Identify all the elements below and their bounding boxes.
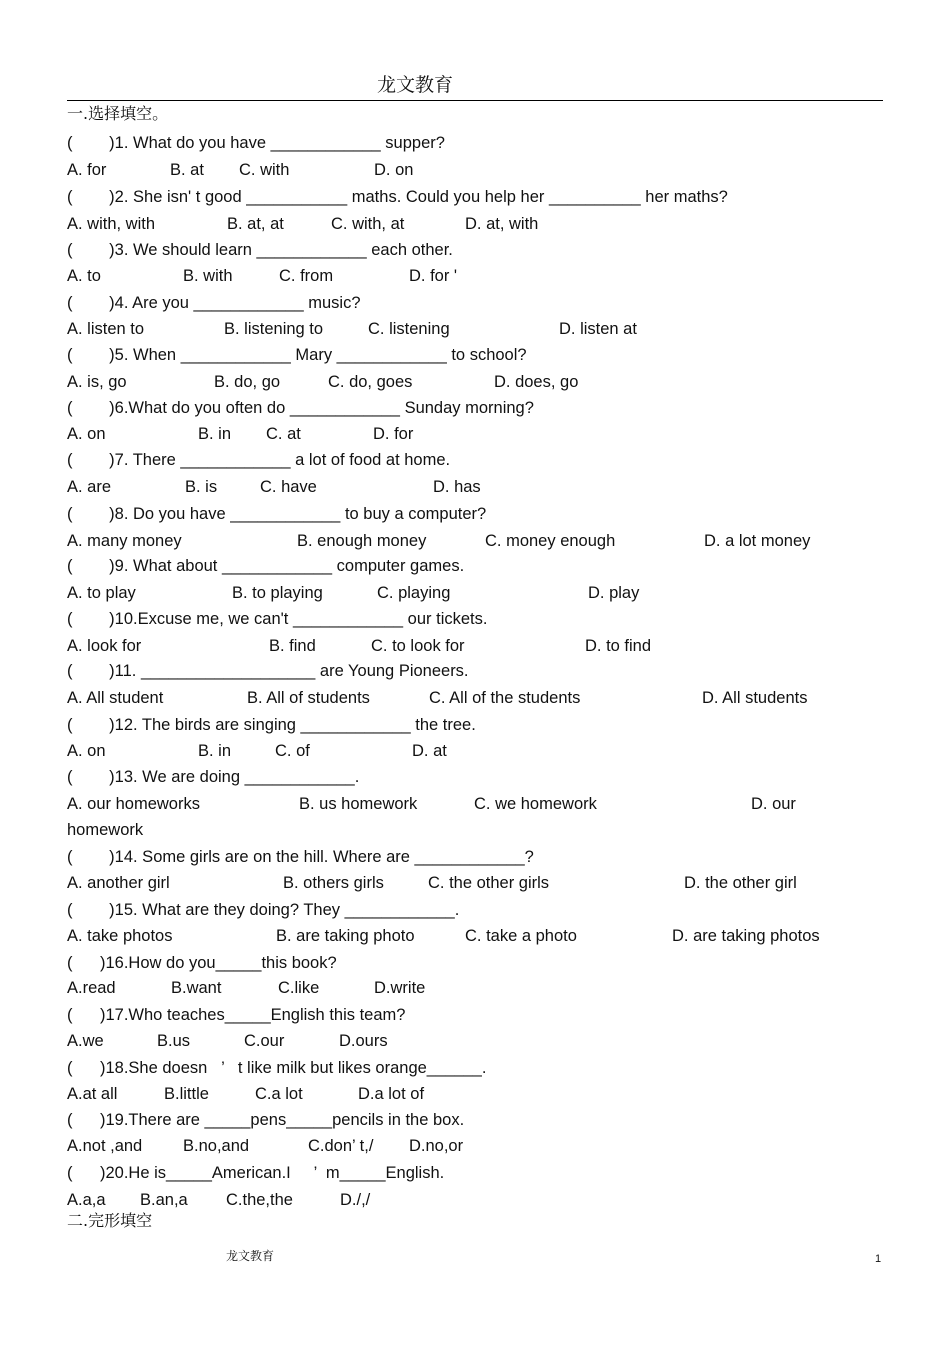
header-rule bbox=[67, 100, 883, 101]
answer-option: C. we homework bbox=[474, 795, 597, 813]
answer-option: D. the other girl bbox=[684, 874, 797, 892]
question-stem: ( )12. The birds are singing ____________ the tree. bbox=[67, 716, 476, 734]
question-stem: ( )1. What do you have ____________ supper? bbox=[67, 134, 445, 152]
answer-option: D. has bbox=[433, 478, 481, 496]
answer-option: A. is, go bbox=[67, 373, 127, 391]
page-header-title: 龙文教育 bbox=[377, 74, 454, 96]
answer-option: C. have bbox=[260, 478, 317, 496]
answer-option: C. take a photo bbox=[465, 927, 577, 945]
answer-option: B. enough money bbox=[297, 532, 427, 550]
answer-option: A.we bbox=[67, 1032, 104, 1050]
question-stem: ( )9. What about ____________ computer games. bbox=[67, 557, 465, 575]
answer-option: C. with, at bbox=[331, 215, 405, 233]
answer-option: B.little bbox=[164, 1085, 209, 1103]
question-stem: ( )11. ___________________ are Young Pioneers. bbox=[67, 662, 469, 680]
answer-option: B. at bbox=[170, 161, 204, 179]
question-stem: ( )8. Do you have ____________ to buy a computer? bbox=[67, 505, 487, 523]
answer-option-continuation: homework bbox=[67, 821, 144, 839]
answer-option: D. at, with bbox=[465, 215, 539, 233]
answer-option: C. money enough bbox=[485, 532, 616, 550]
answer-option: A. to bbox=[67, 267, 101, 285]
answer-option: B. listening to bbox=[224, 320, 324, 338]
section-title-cloze: 二.完形填空 bbox=[67, 1211, 153, 1230]
answer-option: D. for ' bbox=[409, 267, 458, 285]
answer-option: A. look for bbox=[67, 637, 142, 655]
answer-option: C. from bbox=[279, 267, 334, 285]
answer-option: C.a lot bbox=[255, 1085, 303, 1103]
answer-option: B.want bbox=[171, 979, 222, 997]
answer-option: B. us homework bbox=[299, 795, 418, 813]
answer-option: A. are bbox=[67, 478, 112, 496]
answer-option: B.no,and bbox=[183, 1137, 250, 1155]
question-stem: ( )14. Some girls are on the hill. Where are ____________? bbox=[67, 848, 534, 866]
answer-option: A. listen to bbox=[67, 320, 145, 338]
answer-option: A. All student bbox=[67, 689, 164, 707]
answer-option: C.like bbox=[278, 979, 320, 997]
answer-option: B. in bbox=[198, 425, 232, 443]
answer-option: C. at bbox=[266, 425, 301, 443]
answer-option: C. with bbox=[239, 161, 290, 179]
answer-option: A. our homeworks bbox=[67, 795, 200, 813]
question-stem: ( )15. What are they doing? They ____________. bbox=[67, 901, 460, 919]
answer-option: A.a,a bbox=[67, 1191, 106, 1209]
answer-option: C. of bbox=[275, 742, 310, 760]
answer-option: B. is bbox=[185, 478, 218, 496]
answer-option: A. to play bbox=[67, 584, 136, 602]
answer-option: D. are taking photos bbox=[672, 927, 820, 945]
answer-option: B.us bbox=[157, 1032, 191, 1050]
answer-option: D. for bbox=[373, 425, 414, 443]
answer-option: A.not ,and bbox=[67, 1137, 143, 1155]
answer-option: C.don’ t,/ bbox=[308, 1137, 374, 1155]
answer-option: B. do, go bbox=[214, 373, 281, 391]
question-stem: ( )16.How do you_____this book? bbox=[67, 954, 337, 972]
answer-option: A.at all bbox=[67, 1085, 118, 1103]
answer-option: C. playing bbox=[377, 584, 451, 602]
answer-option: D. All students bbox=[702, 689, 808, 707]
question-stem: ( )4. Are you ____________ music? bbox=[67, 294, 361, 312]
answer-option: A. for bbox=[67, 161, 107, 179]
footer-org: 龙文教育 bbox=[226, 1249, 275, 1263]
answer-option: D. at bbox=[412, 742, 447, 760]
answer-option: B. in bbox=[198, 742, 232, 760]
page-number: 1 bbox=[875, 1253, 882, 1265]
answer-option: A. many money bbox=[67, 532, 182, 550]
answer-option: A. with, with bbox=[67, 215, 156, 233]
answer-option: D.write bbox=[374, 979, 426, 997]
question-stem: ( )3. We should learn ____________ each other. bbox=[67, 241, 453, 259]
answer-option: D. our bbox=[751, 795, 796, 813]
answer-option: D. to find bbox=[585, 637, 652, 655]
answer-option: D./,/ bbox=[340, 1191, 371, 1209]
answer-option: D.no,or bbox=[409, 1137, 464, 1155]
answer-option: A. on bbox=[67, 742, 106, 760]
question-stem: ( )20.He is_____American.I ’ m_____English. bbox=[67, 1164, 445, 1182]
answer-option: B.an,a bbox=[140, 1191, 188, 1209]
question-stem: ( )13. We are doing ____________. bbox=[67, 768, 360, 786]
answer-option: A. another girl bbox=[67, 874, 170, 892]
question-stem: ( )6.What do you often do ____________ Sunday morning? bbox=[67, 399, 534, 417]
answer-option: D. listen at bbox=[559, 320, 637, 338]
answer-option: C. to look for bbox=[371, 637, 465, 655]
answer-option: B. to playing bbox=[232, 584, 323, 602]
section-title-choice: 一.选择填空。 bbox=[67, 104, 169, 123]
answer-option: D. on bbox=[374, 161, 414, 179]
question-stem: ( )10.Excuse me, we can't ____________ our tickets. bbox=[67, 610, 488, 628]
answer-option: B. are taking photo bbox=[276, 927, 415, 945]
answer-option: D.a lot of bbox=[358, 1085, 425, 1103]
answer-option: C.our bbox=[244, 1032, 285, 1050]
answer-option: B. at, at bbox=[227, 215, 284, 233]
answer-option: A. on bbox=[67, 425, 106, 443]
answer-option: C. listening bbox=[368, 320, 450, 338]
answer-option: A. take photos bbox=[67, 927, 173, 945]
question-stem: ( )19.There are _____pens_____pencils in the box. bbox=[67, 1111, 465, 1129]
question-stem: ( )17.Who teaches_____English this team? bbox=[67, 1006, 406, 1024]
answer-option: D. play bbox=[588, 584, 640, 602]
question-stem: ( )2. She isn' t good ___________ maths. Could you help her __________ her maths? bbox=[67, 188, 728, 206]
answer-option: D. a lot money bbox=[704, 532, 811, 550]
question-stem: ( )7. There ____________ a lot of food at home. bbox=[67, 451, 451, 469]
answer-option: C.the,the bbox=[226, 1191, 293, 1209]
answer-option: C. the other girls bbox=[428, 874, 550, 892]
answer-option: B. with bbox=[183, 267, 233, 285]
answer-option: D.ours bbox=[339, 1032, 388, 1050]
question-stem: ( )5. When ____________ Mary ____________ to school? bbox=[67, 346, 527, 364]
answer-option: D. does, go bbox=[494, 373, 579, 391]
answer-option: B. others girls bbox=[283, 874, 384, 892]
answer-option: B. find bbox=[269, 637, 316, 655]
answer-option: C. do, goes bbox=[328, 373, 413, 391]
answer-option: C. All of the students bbox=[429, 689, 581, 707]
answer-option: B. All of students bbox=[247, 689, 370, 707]
answer-option: A.read bbox=[67, 979, 116, 997]
question-stem: ( )18.She doesn ’ t like milk but likes orange______. bbox=[67, 1059, 487, 1077]
